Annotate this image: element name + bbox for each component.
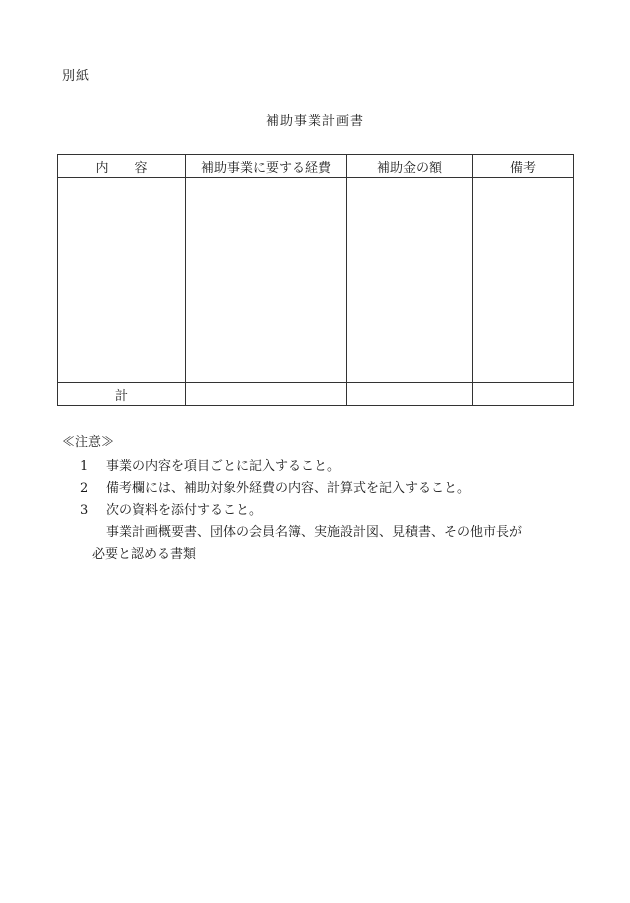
note-number: 2 [80, 481, 89, 496]
header-content: 内 容 [58, 155, 186, 178]
attachment-label: 別紙 [62, 69, 91, 84]
table-header-row [58, 155, 574, 178]
cell-required-cost [186, 178, 347, 383]
cell-content [58, 178, 186, 383]
notes-section [62, 432, 582, 566]
total-row [58, 383, 574, 406]
notes-heading: ≪注意≫ [62, 435, 115, 450]
total-remarks [473, 383, 574, 406]
note-text: 事業の内容を項目ごとに記入すること。 [106, 459, 341, 474]
attachment-list-line-1: 事業計画概要書、団体の会員名簿、実施設計図、見積書、その他市長が [106, 525, 523, 540]
attachment-list-line-2: 必要と認める書類 [92, 547, 197, 562]
table-row [58, 178, 574, 383]
header-required-cost: 補助事業に要する経費 [186, 155, 347, 178]
note-text: 備考欄には、補助対象外経費の内容、計算式を記入すること。 [106, 481, 471, 496]
note-number: 1 [80, 459, 89, 474]
note-number: 3 [80, 503, 89, 518]
total-subsidy-amount [347, 383, 473, 406]
list-item [80, 456, 582, 478]
total-label: 計 [58, 383, 186, 406]
cell-remarks [473, 178, 574, 383]
cell-subsidy-amount [347, 178, 473, 383]
note-text: 次の資料を添付すること。 [106, 503, 263, 518]
header-subsidy-amount: 補助金の額 [347, 155, 473, 178]
document-title: 補助事業計画書 [265, 114, 364, 129]
list-item [80, 500, 582, 522]
plan-table [57, 154, 574, 406]
header-remarks: 備考 [473, 155, 574, 178]
list-item [80, 478, 582, 500]
total-required-cost [186, 383, 347, 406]
